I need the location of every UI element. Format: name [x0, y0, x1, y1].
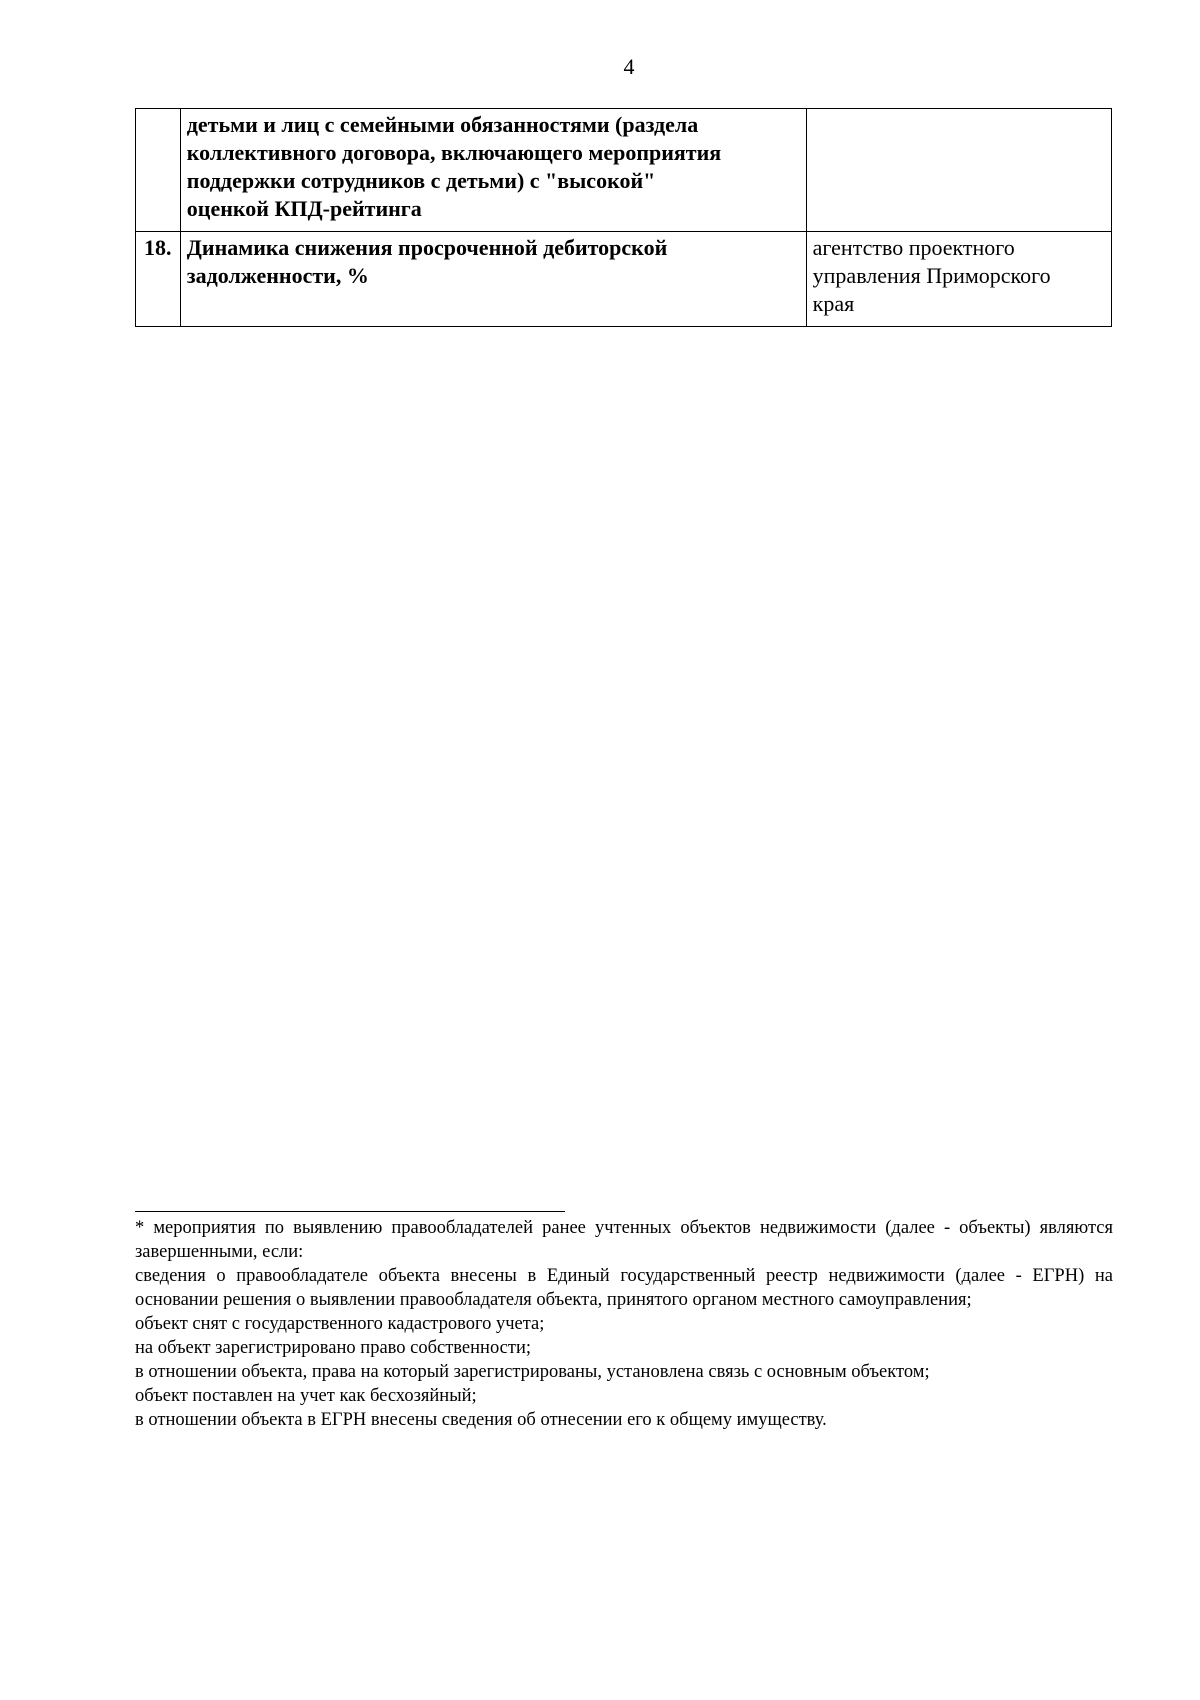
indicator-text-line: оценкой КПД-рейтинга [186, 196, 422, 221]
footnote [135, 1216, 1113, 1432]
indicators-table [135, 108, 1112, 327]
indicator-text-line: поддержки сотрудников с детьми) с "высокой" [186, 168, 656, 193]
footnote-paragraph: сведения о правообладателе объекта внесены в Единый государственный реестр недвижимости (далее - ЕГРН) на основании решения о выявлении правообладателя объекта, принятого органом местного самоуправления; [135, 1266, 1113, 1310]
footnote-paragraph: на объект зарегистрировано право собственности; [135, 1338, 531, 1358]
responsible-text-line: края [812, 291, 855, 316]
indicator-name-cell [180, 109, 806, 232]
footnote-separator [135, 1211, 565, 1212]
indicator-text-line: задолженности, % [186, 263, 369, 288]
footnote-paragraph: * мероприятия по выявлению правообладателей ранее учтенных объектов недвижимости (далее - объекты) являются завершенными, если: [135, 1218, 1113, 1262]
table-row-18 [136, 232, 1112, 327]
responsible-text-line: агентство проектного [812, 235, 1015, 260]
responsible-cell [806, 109, 1111, 232]
row-number-cell [136, 109, 181, 232]
indicator-text-line: детьми и лиц с семейными обязанностями (раздела [186, 112, 699, 137]
responsible-text-line: управления Приморского [812, 263, 1051, 288]
indicator-text-line: коллективного договора, включающего мероприятия [186, 140, 722, 165]
footnote-paragraph: в отношении объекта, права на который зарегистрированы, установлена связь с основным объектом; [135, 1362, 930, 1382]
page-number: 4 [623, 54, 635, 79]
indicator-text-line: Динамика снижения просроченной дебиторской [186, 235, 668, 260]
indicator-name-cell [180, 232, 806, 327]
footnote-paragraph: в отношении объекта в ЕГРН внесены сведения об отнесении его к общему имуществу. [135, 1410, 827, 1430]
table-row-continuation [136, 109, 1112, 232]
responsible-cell [806, 232, 1111, 327]
row-number-cell: 18. [136, 232, 181, 327]
footnote-paragraph: объект поставлен на учет как бесхозяйный; [135, 1386, 477, 1406]
footnote-paragraph: объект снят с государственного кадастрового учета; [135, 1314, 545, 1334]
